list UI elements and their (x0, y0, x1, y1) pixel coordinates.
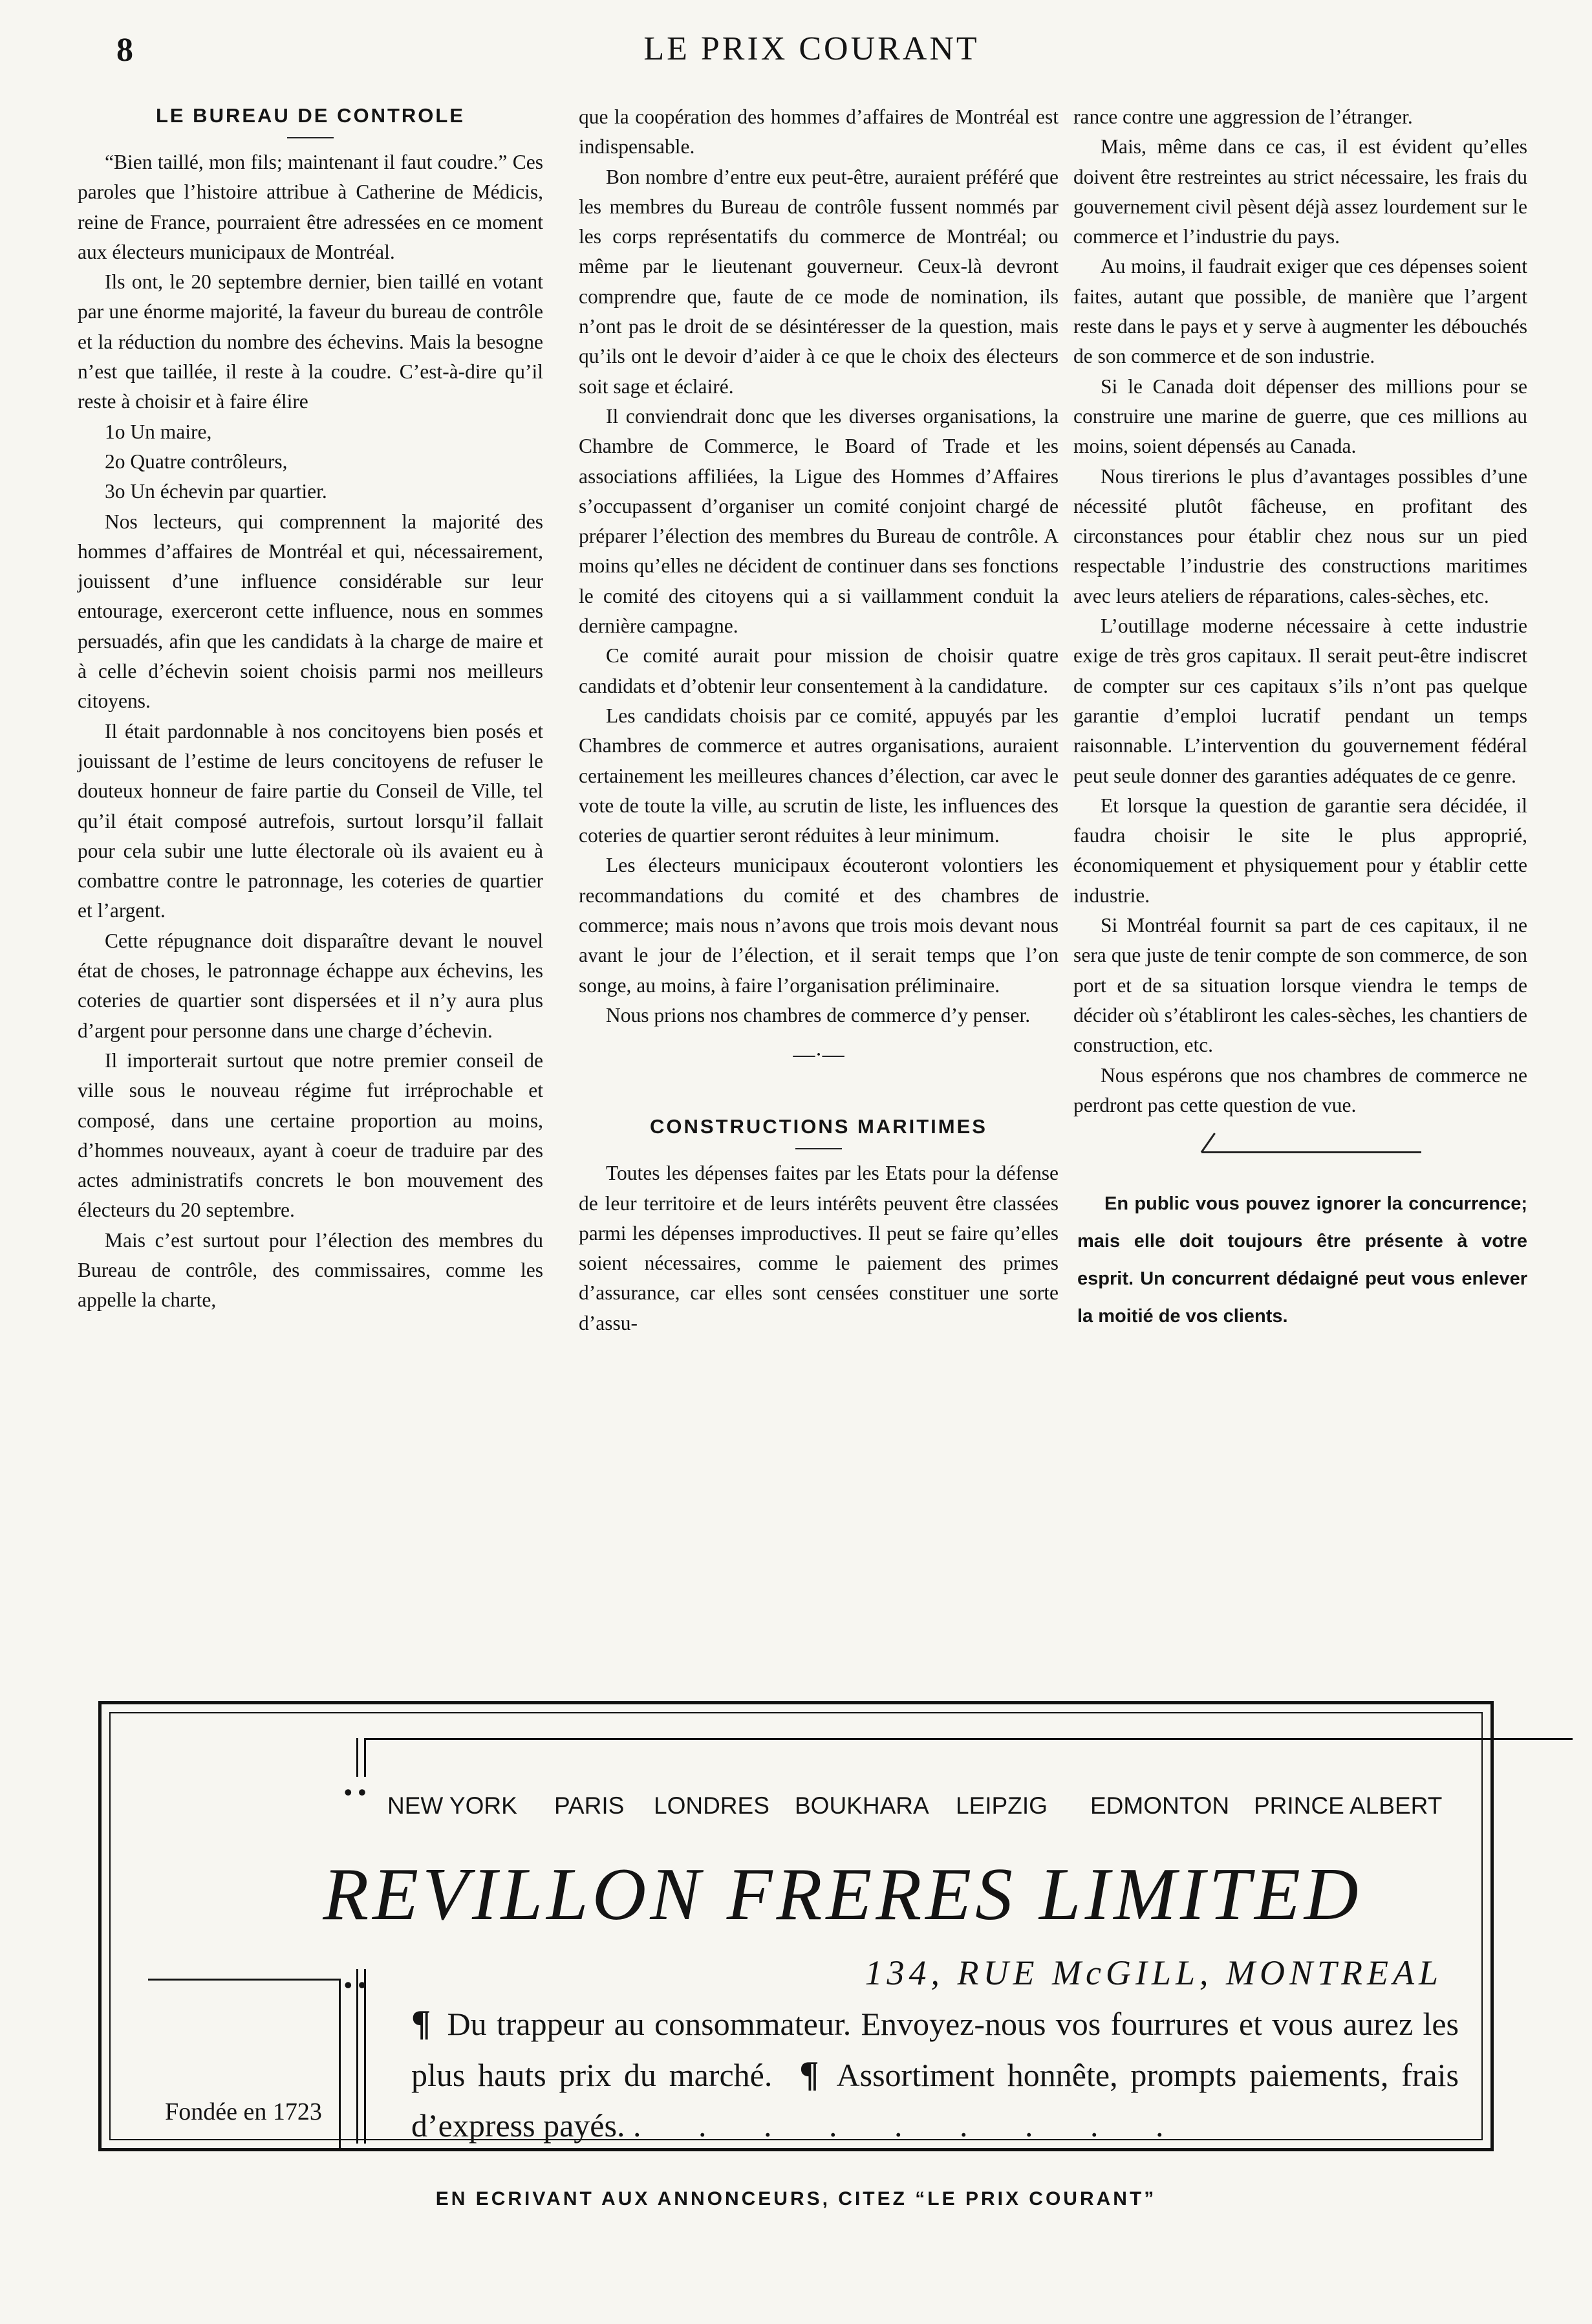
section-divider: —·— (793, 1043, 844, 1067)
ornament-dots: • • (344, 1779, 367, 1805)
page-number: 8 (116, 32, 133, 69)
journal-title: LE PRIX COURANT (643, 30, 980, 67)
page-header (116, 25, 1507, 76)
title-rule (287, 137, 334, 138)
founded-box (148, 1979, 341, 2150)
list-item: 3o Un échevin par quartier. (105, 480, 327, 503)
city-name: NEW YORK (387, 1792, 517, 1819)
footer-notice: EN ECRIVANT AUX ANNONCEURS, CITEZ “LE PRIX COURANT” (435, 2188, 1157, 2210)
city-name: PRINCE ALBERT (1254, 1792, 1443, 1819)
paragraph: Cette répugnance doit disparaître devant le nouvel état de choses, le patronnage échappe aux échevins, les coteries de quartier sont dispersées et il n’y aura plus d’argent pour personne dans une charge d’échevin. (78, 929, 543, 1042)
company-address: 134, RUE McGILL, MONTREAL (865, 1953, 1443, 1992)
pilcrow-icon: ¶ (411, 2003, 431, 2043)
paragraph: “Bien taillé, mon fils; maintenant il faut coudre.” Ces paroles que l’histoire attribue à Catherine de Médicis, reine de France, pourraient être adressées en ce moment aux électeurs municipaux de Montréal. (78, 151, 543, 263)
list-item: 2o Quatre contrôleurs, (105, 450, 288, 473)
paragraph: Nous tirerions le plus d’avantages possibles d’une nécessité plutôt fâcheuse, en profitant des circonstances pour établir chez nous sur un pied respectable l’industrie des constructions maritimes avec leurs ateliers de réparations, cales-sèches, etc. (1073, 464, 1527, 607)
ad-rule (356, 1738, 358, 1777)
paragraph: Il conviendrait donc que les diverses organisations, la Chambre de Commerce, le Board of Trade et les associations affiliées, la Ligue des Hommes d’Affaires s’occupassent d’organiser un comité conjoint chargé de préparer l’élection des membres du Bureau de contrôle. A moins qu’elles ne décident de continuer dans ses fonctions le comité des citoyens qui a si vaillamment conduit la dernière campagne. (579, 404, 1059, 638)
company-name: REVILLON FRERES LIMITED (323, 1853, 1362, 1936)
article-title-constructions-maritimes: CONSTRUCTIONS MARITIMES (650, 1115, 987, 1138)
column-1 (78, 102, 543, 1316)
city-name: EDMONTON (1090, 1792, 1230, 1819)
city-name: PARIS (554, 1792, 625, 1819)
city-name: BOUKHARA (795, 1792, 929, 1819)
paragraph: rance contre une aggression de l’étranger. (1073, 105, 1413, 128)
paragraph: Mais, même dans ce cas, il est évident qu’elles doivent être restreintes au strict nécessaire, les frais du gouvernement civil pèsent déjà assez lourdement sur le commerce et l’industrie du pays. (1073, 135, 1527, 248)
paragraph: L’outillage moderne nécessaire à cette industrie exige de très gros capitaux. Il serait peut-être indiscret de compter sur ces capitaux s’ils n’ont pas quelque garantie d’emploi lucratif pendant un temps raisonnable. L’intervention du gouvernement fédéral peut seule donner des garanties adéquates de ce genre. (1073, 614, 1527, 787)
paragraph: Il était pardonnable à nos concitoyens bien posés et jouissant de l’estime de leurs concitoyens de refuser le douteux honneur de faire partie du Conseil de Ville, tel qu’il était composé autrefois, surtout lorsqu’il fallait pour cela subir une lutte électorale où ils avaient eu à combattre contre le patronnage, les coteries de quartier et l’argent. (78, 719, 543, 922)
paragraph: Les candidats choisis par ce comité, appuyés par les Chambres de commerce et autres organisations, auraient certainement les meilleures chances d’élection, car avec le vote de toute la ville, au scrutin de liste, les influences des coteries de quartier seront réduites à leur minimum. (579, 704, 1059, 847)
paragraph: Si le Canada doit dépenser des millions pour se construire une marine de guerre, que ces millions au moins, soient dépensés au Canada. (1073, 375, 1527, 458)
paragraph: Nos lecteurs, qui comprennent la majorité des hommes d’affaires de Montréal et qui, nécessairement, jouissent d’une influence considérable sur leur entourage, exerceront cette influence, nous en sommes persuadés, afin que les candidats à la charge de maire et à celle d’échevin soient choisis parmi nos meilleurs citoyens. (78, 510, 543, 713)
ad-copy (411, 1998, 1459, 2151)
ad-text-1: Du trappeur au consommateur. Envoyez-nous vos fourrures et vous aurez les plus hauts prix du marché. (411, 2006, 1459, 2093)
dot-leaders: . . . . . . . . . (632, 2107, 1189, 2144)
paragraph: Nous prions nos chambres de commerce d’y penser. (606, 1003, 1031, 1026)
paragraph: que la coopération des hommes d’affaires de Montréal est indispensable. (579, 105, 1059, 158)
paragraph: Il importerait surtout que notre premier conseil de ville sous le nouveau régime fut irréprochable et composé, dans une certaine proportion au moins, d’hommes nouveaux, ayant à coeur de traduire par des actes administratifs concrets le bon mouvement des électeurs du 20 septembre. (78, 1048, 543, 1222)
paragraph: Ils ont, le 20 septembre dernier, bien taillé en votant par une énorme majorité, la faveur du bureau de contrôle et la réduction du nombre des échevins. Mais la besogne n’est que taillée, il reste à la coudre. C’est-à-dire qu’il reste à choisir et à faire élire (78, 270, 543, 413)
paragraph: Si Montréal fournit sa part de ces capitaux, il ne sera que juste de tenir compte de son commerce, de son port et de sa situation lorsque viendra le temps de décider où s’établiront les cales-sèches, les chantiers de construction, etc. (1073, 914, 1527, 1057)
city-name: LEIPZIG (956, 1792, 1048, 1819)
revillon-advertisement (98, 1701, 1494, 2151)
paragraph: Toutes les dépenses faites par les Etats pour la défense de leur territoire et de leurs intérêts peuvent être classées parmi les dépenses improductives. Il peut se faire qu’elles soient nécessaires, comme le paiement des primes d’assurance, car elles sont censées constituer une sorte d’assu- (579, 1162, 1059, 1334)
paragraph: Nous espérons que nos chambres de commerce ne perdront pas cette question de vue. (1073, 1063, 1527, 1116)
maxim-box: En public vous pouvez ignorer la concurrence; mais elle doit toujours être présente à votre esprit. Un concurrent dédaigné peut vous enlever la moitié de vos clients. (1077, 1193, 1527, 1327)
paragraph: Et lorsque la question de garantie sera décidée, il faudra choisir le site le plus approprié, économiquement et physiquement pour y établir cette industrie. (1073, 794, 1527, 907)
list-item: 1o Un maire, (105, 420, 212, 443)
paragraph: Bon nombre d’entre eux peut-être, auraient préféré que les membres du Bureau de contrôle fussent nommés par les corps représentatifs du commerce de Montréal; ou même par le lieutenant gouverneur. Ceux-là devront comprendre que, faute de ce mode de nomination, ils n’ont pas le droit de se désintéresser de la question, mais qu’ils ont le devoir d’aider à ce que le choix des électeurs soit sage et éclairé. (579, 165, 1059, 398)
pilcrow-icon: ¶ (799, 2054, 819, 2094)
paragraph: Les électeurs municipaux écouteront volontiers les recommandations du comité et des chambres de commerce; mais nous n’avons que trois mois devant nous avant le jour de l’élection, et il serait temps que l’on songe, au moins, à faire l’organisation préliminaire. (579, 854, 1059, 997)
paragraph: Ce comité aurait pour mission de choisir quatre candidats et d’obtenir leur consentement à la candidature. (579, 644, 1059, 697)
ad-rule (364, 1738, 366, 1777)
column-3 (1073, 102, 1527, 1335)
paragraph: Mais c’est surtout pour l’élection des membres du Bureau de contrôle, des commissaires, comme les appelle la charte, (78, 1228, 543, 1312)
city-name: LONDRES (654, 1792, 769, 1819)
maxim-divider (1073, 1146, 1527, 1185)
article-title-bureau-de-controle: LE BUREAU DE CONTROLE (155, 104, 466, 127)
founded-year: Fondée en 1723 (165, 2098, 322, 2125)
ornament-dots: • • (344, 1972, 367, 1998)
ad-text-2: Assortiment honnête, prompts paiements, frais d’express payés. (411, 2057, 1459, 2144)
title-rule (795, 1148, 842, 1149)
ad-top-rule (366, 1738, 1573, 1740)
ad-inner-border (109, 1712, 1483, 2144)
column-2 (579, 102, 1059, 1338)
paragraph: Au moins, il faudrait exiger que ces dépenses soient faites, autant que possible, de manière que l’argent reste dans le pays et y serve à augmenter les débouchés de son commerce et de son industrie. (1073, 255, 1527, 368)
